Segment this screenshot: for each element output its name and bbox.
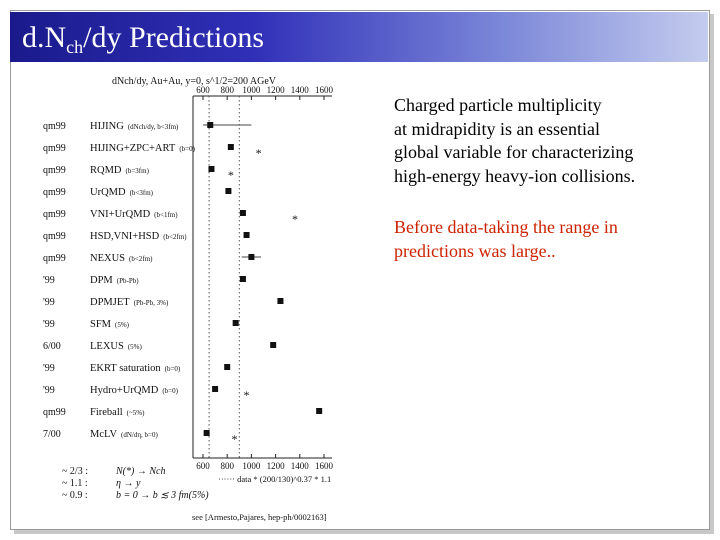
description-line: Charged particle multiplicity <box>394 95 602 115</box>
data-star-marker: * <box>227 168 234 182</box>
row-model-label: Hydro+UrQMD <box>90 385 159 396</box>
row-tag: 6/00 <box>43 341 61 352</box>
x-tick-label-bottom: 800 <box>220 461 234 471</box>
x-tick-label-top: 1200 <box>266 85 285 95</box>
row-model-label: EKRT saturation <box>90 363 161 374</box>
row-condition-label: (b=3fm) <box>125 167 149 175</box>
x-tick-label-bottom: 600 <box>196 461 210 471</box>
row-model-label: LEXUS <box>90 341 124 352</box>
prediction-marker <box>208 166 214 172</box>
prediction-marker <box>207 122 213 128</box>
x-tick-label-top: 800 <box>220 85 234 95</box>
footnote-text: b = 0 → b ≲ 3 fm(5%) <box>116 490 209 501</box>
description-line: at midrapidity is an essential <box>394 118 600 139</box>
chart-header: dNch/dy, Au+Au, y=0, s^1/2=200 AGeV <box>112 76 277 87</box>
prediction-marker <box>212 386 218 392</box>
x-tick-label-bottom: 1600 <box>315 461 333 471</box>
row-tag: '99 <box>43 385 55 396</box>
row-model-label: Fireball <box>90 407 123 418</box>
row-model-label: RQMD <box>90 165 122 176</box>
row-condition-label: (b<3fm) <box>129 189 153 197</box>
x-tick-label-top: 1000 <box>242 85 261 95</box>
row-tag: '99 <box>43 319 55 330</box>
x-tick-label-bottom: 1200 <box>266 461 285 471</box>
x-tick-label-top: 1600 <box>315 85 333 95</box>
row-condition-label: (b=0) <box>162 387 178 395</box>
note-text <box>394 216 694 263</box>
note-line: Before data-taking the range in <box>394 217 618 237</box>
data-star-marker: * <box>255 146 262 160</box>
prediction-marker <box>240 276 246 282</box>
row-condition-label: (b=0) <box>179 145 195 153</box>
footnote-factor: ~ 0.9 : <box>62 490 88 501</box>
row-model-label: McLV <box>90 429 118 440</box>
row-tag: '99 <box>43 275 55 286</box>
chart-source: see [Armesto,Pajares, hep-ph/0002163] <box>192 512 327 522</box>
row-tag: '99 <box>43 363 55 374</box>
row-model-label: DPMJET <box>90 297 130 308</box>
row-tag: qm99 <box>43 187 66 198</box>
row-condition-label: (b<1fm) <box>154 211 178 219</box>
footnote-text: η → y <box>116 478 141 489</box>
row-tag: qm99 <box>43 231 66 242</box>
bottom-legend: ······ data * (200/130)^0.37 * 1.1 <box>218 474 332 484</box>
note-line: predictions was large.. <box>394 240 556 261</box>
row-tag: 7/00 <box>43 429 61 440</box>
row-condition-label: (b<2fm) <box>129 255 153 263</box>
prediction-marker <box>204 430 210 436</box>
row-condition-label: (5%) <box>115 321 130 329</box>
row-tag: qm99 <box>43 407 66 418</box>
slide-title: $d.N_{ch}/dy$ Predictions <box>22 21 264 57</box>
prediction-marker <box>225 188 231 194</box>
row-condition-label: (5%) <box>127 343 142 351</box>
row-model-label: DPM <box>90 275 113 286</box>
prediction-marker <box>277 298 283 304</box>
footnote-factor: ~ 2/3 : <box>62 466 88 477</box>
prediction-marker <box>228 144 234 150</box>
prediction-marker <box>224 364 230 370</box>
data-star-marker: * <box>243 388 250 402</box>
description-line: global variable for characterizing <box>394 142 634 162</box>
row-model-label: HIJING <box>90 121 124 132</box>
row-tag: qm99 <box>43 209 66 220</box>
row-tag: '99 <box>43 297 55 308</box>
data-star-marker: * <box>231 432 238 446</box>
description-line: high-energy heavy-ion collisions. <box>394 165 636 186</box>
predictions-chart <box>40 70 370 530</box>
row-tag: qm99 <box>43 143 66 154</box>
prediction-marker <box>316 408 322 414</box>
prediction-marker <box>240 210 246 216</box>
prediction-marker <box>233 320 239 326</box>
footnote-factor: ~ 1.1 : <box>62 478 88 489</box>
row-tag: qm99 <box>43 253 66 264</box>
description-text <box>394 94 694 188</box>
row-model-label: VNI+UrQMD <box>90 209 151 220</box>
data-star-marker: * <box>291 212 298 226</box>
prediction-marker <box>244 232 250 238</box>
prediction-marker <box>270 342 276 348</box>
row-condition-label: (dNch/dy, b<3fm) <box>127 123 179 131</box>
row-model-label: SFM <box>90 319 112 330</box>
row-condition-label: (Pb-Pb) <box>116 277 139 285</box>
row-condition-label: (~5%) <box>126 409 145 417</box>
footnote-text: N(*) → Nch <box>116 466 166 477</box>
row-condition-label: (b=0) <box>164 365 181 373</box>
row-condition-label: (b<2fm) <box>163 233 187 241</box>
row-model-label: HSD,VNI+HSD <box>90 231 160 242</box>
row-tag: qm99 <box>43 165 66 176</box>
row-model-label: HIJING+ZPC+ART <box>90 143 176 154</box>
row-model-label: NEXUS <box>90 253 126 264</box>
row-tag: qm99 <box>43 121 66 132</box>
x-tick-label-top: 600 <box>196 85 210 95</box>
x-tick-label-bottom: 1400 <box>290 461 309 471</box>
prediction-marker <box>248 254 254 260</box>
row-model-label: UrQMD <box>90 187 126 198</box>
x-tick-label-bottom: 1000 <box>242 461 261 471</box>
x-tick-label-top: 1400 <box>290 85 309 95</box>
row-condition-label: (Pb-Pb, 3%) <box>133 299 169 307</box>
row-condition-label: (dN/dη, b=0) <box>121 431 158 439</box>
